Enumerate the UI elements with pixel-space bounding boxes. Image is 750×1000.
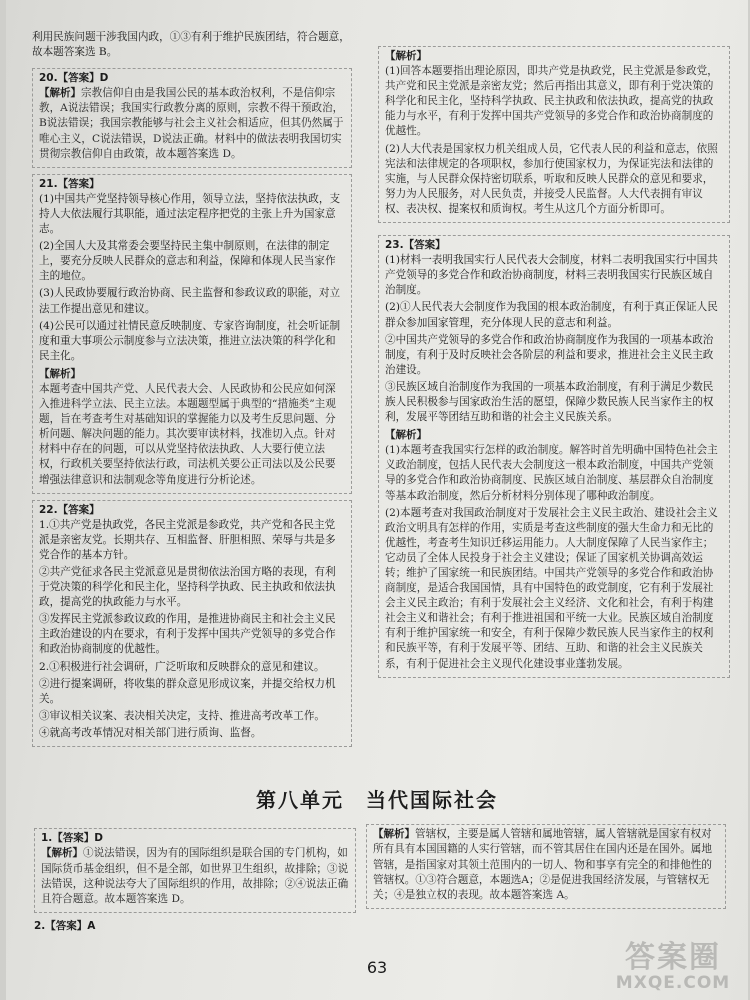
q22-point: ③发挥民主党派参政议政的作用，是推进协商民主和社会主义民主政治建设的内在要求，有利于发挥中国共产党领导的多党合作和政治协商制度的优越性。: [39, 613, 336, 656]
q21-point: (4)公民可以通过社情民意反映制度、专家咨询制度，社会听证制度和重大事项公示制度参与立法决策，推进立法决策的科学化和民主化。: [39, 319, 341, 362]
q20-analysis-text: 宗教信仰自由是我国公民的基本政治权利，不是信仰宗教，A说法错误；我国实行政教分离的原则，宗教不得干预政治，B说法错误；我国宗教能够与社会主义社会相适应，但其仍然属于唯心主义，C说法错误，D说法正确。材料中的做法表明我国切实贯彻宗教信仰自由政策，故本题答案选 D。: [39, 87, 344, 160]
q19-tail-text: 利用民族问题干涉我国内政，①③有利于维护民族团结，符合题意，故本题答案选 B。: [32, 31, 350, 59]
q23-point: ②中国共产党领导的多党合作和政治协商制度作为我国的一项基本政治制度，有利于及时反映社会各阶层的利益和要求，推进社会主义民主政治建设。: [385, 333, 714, 376]
unit8-q1-analysis-text: ①说法错误，因为有的国际组织是联合国的专门机构，如国际货币基金组织，但不是全部，如世界卫生组织，故排除；③说法错误，这种说法夸大了国际组织的作用，故排除；②④说法正确且符合题意。故本题答案选 D。: [41, 847, 349, 906]
q21-block: [32, 174, 352, 494]
unit8-q1-answer-tag: 1.【答案】D: [41, 832, 104, 844]
q21-point: (1)中国共产党坚持领导核心作用，领导立法，坚持依法执政，支持人大依法履行其职能，通过法定程序把党的主张上升为国家意志。: [39, 192, 341, 236]
q23-point: (1)材料一表明我国实行人民代表大会制度，材料二表明我国实行中国共产党领导的多党合作和政治协商制度，材料三表明我国实行民族区域自治制度。: [385, 254, 718, 297]
q23-analysis-paragraph: (1)本题考查我国实行怎样的政治制度。解答时首先明确中国特色社会主义政治制度，包括人民代表大会制度这一根本政治制度，中国共产党领导的多党合作和政治协商制度、民族区域自治制度、基层群众自治制度等基本政治制度，然后分析材料分别体现了哪种政治制度。: [385, 444, 718, 502]
unit8-q2-analysis-block: [366, 822, 726, 915]
q22-analysis-paragraph: (2)人大代表是国家权力机关组成人员，它代表人民的利益和意志，依照宪法和法律规定的各项职权，参加行使国家权力，为保证宪法和法律的实施，与人民群众保持密切联系，听取和反映人民群众的意见和要求，努力为人民服务，对人民负责，并接受人民监督。人大代表拥有审议权、表决权、提案权和质询权。考生从这几个方面分析即可。: [385, 142, 718, 215]
watermark-url: MXQE.COM: [615, 973, 731, 993]
q20-answer-tag: 20.【答案】D: [39, 72, 109, 85]
watermark-text: 答案圈: [625, 940, 721, 975]
q23-point: ③民族区域自治制度作为我国的一项基本政治制度，有利于满足少数民族人民积极参与国家政治生活的愿望，保障少数民族人民当家作主的权利，发展平等团结互助和谐的社会主义民族关系。: [385, 380, 714, 424]
unit-title: 第八单元 当代国际社会: [256, 788, 498, 812]
q20-block: [32, 68, 352, 168]
q23-point: (2)①人民代表大会制度作为我国的根本政治制度，有利于真正保证人民群众参加国家管理，充分体现人民的意志和利益。: [385, 301, 718, 329]
unit8-q1-block: [34, 826, 356, 935]
left-column: [32, 30, 352, 753]
q20-analysis-tag: 【解析】: [39, 87, 81, 100]
unit8-q1-box: [34, 828, 356, 913]
unit8-q1-analysis-tag: 【解析】: [41, 847, 83, 860]
q22-analysis-tag: 【解析】: [385, 50, 427, 62]
q21-point: (3)人民政协要履行政治协商、民主监督和参政议政的职能，对立法工作提出意见和建议。: [39, 287, 341, 315]
q21-analysis-tag: 【解析】: [39, 367, 81, 380]
right-column: [378, 44, 730, 684]
unit8-q2-analysis-text: 管辖权，主要是属人管辖和属地管辖，属人管辖就是国家有权对所有具有本国国籍的人实行管辖，而不管其居住在国内还是在国外。属地管辖，是指国家对其领土范围内的一切人、物和事享有完全的和排他性的管辖权。①③符合题意，本题选A；②是促进我国经济发展，与管辖权无关；④是独立权的表现。故本题答案选 A。: [373, 828, 712, 902]
page-sheet: [6, 0, 748, 1000]
q22-answer-tag: 22.【答案】: [39, 503, 100, 516]
q23-analysis-paragraph: (2)本题考查对我国政治制度对于发展社会主义民主政治、建设社会主义政治文明具有怎样的作用，实质是考查这些制度的强大生命力和无比的优越性，考查考生知识迁移运用能力。人大制度保障了人民当家作主；它动员了全体人民投身于社会主义建设；保证了国家机关协调高效运转；维护了国家统一和民族团结。中国共产党领导的多党合作和政治协商制度，是适合我国国情，具有中国特色的政党制度，它有利于发展社会主义民主政治；有利于发展社会主义经济、文化和社会，有利于构建社会主义和谐社会；有利于推进祖国和平统一大业。民族区域自治制度有利于维护国家统一和安全，有利于保障少数民族人民当家作主的权利和民族平等，有利于发展平等、团结、互助、和谐的社会主义民族关系，有利于促进社会主义现代化建设事业蓬勃发展。: [385, 506, 718, 670]
q21-analysis-text: 本题考查中国共产党、人民代表大会、人民政协和公民应如何深入推进科学立法、民主立法。本题题型属于典型的“措施类”主观题，旨在考查考生对基础知识的掌握能力以及考生反思问题、分析问题、解决问题的能力。其次要审读材料，找准切入点。针对材料中存在的问题，可以从党坚持依法执政、人大要行使立法权，行政机关要坚持依法行政，司法机关要公正司法以及公民要增强法律意识和法制观念等角度进行分析论述。: [39, 382, 336, 486]
q22-analysis-paragraph: (1)回答本题要指出理论原因，即共产党是执政党，民主党派是参政党，共产党和民主党派是亲密友党；然后再指出其意义，即有利于党决策的科学化和民主化，坚持科学执政、民主执政和依法执政，提高党的执政能力与水平，有利于发挥中国共产党领导的多党合作和政治协商制度的优越性。: [385, 65, 718, 138]
q22-point: 1.①共产党是执政党，各民主党派是参政党，共产党和各民主党派是亲密友党。长期共存、互相监督、肝胆相照、荣辱与共是多党合作的基本方针。: [39, 518, 336, 561]
q22-point: ③审议相关议案、表决相关决定，支持、推进高考改革工作。: [39, 709, 326, 722]
page-number: 63: [366, 958, 388, 977]
unit8-q2-analysis-box: [366, 824, 726, 909]
q21-answer-tag: 21.【答案】: [39, 177, 100, 190]
q22-point: ②进行提案调研，将收集的群众意见形成议案，并提交给权力机关。: [39, 677, 336, 705]
q23-block: [378, 235, 730, 678]
unit8-q2-answer-tag: 2.【答案】A: [34, 920, 96, 933]
q23-answer-tag: 23.【答案】: [385, 239, 446, 252]
q23-analysis-tag: 【解析】: [385, 429, 427, 442]
q21-point: (2)全国人大及其常委会要坚持民主集中制原则，在法律的制定上，要充分反映人民群众的意志和利益，保障和体现人民当家作主的地位。: [39, 240, 336, 283]
unit8-q2-analysis-tag: 【解析】: [373, 828, 415, 840]
q22-point: ②共产党征求各民主党派意见是贯彻依法治国方略的表现，有利于党决策的科学化和民主化，坚持科学执政、民主执政和依法执政，提高党的执政能力与水平。: [39, 566, 336, 609]
q22-block: [32, 500, 352, 747]
q22-point: ④就高考改革情况对相关部门进行质询、监督。: [39, 726, 262, 739]
q22-point: 2.①积极进行社会调研，广泛听取和反映群众的意见和建议。: [39, 660, 325, 673]
q22-analysis-block: [378, 46, 730, 223]
watermark-logo: [608, 942, 738, 992]
